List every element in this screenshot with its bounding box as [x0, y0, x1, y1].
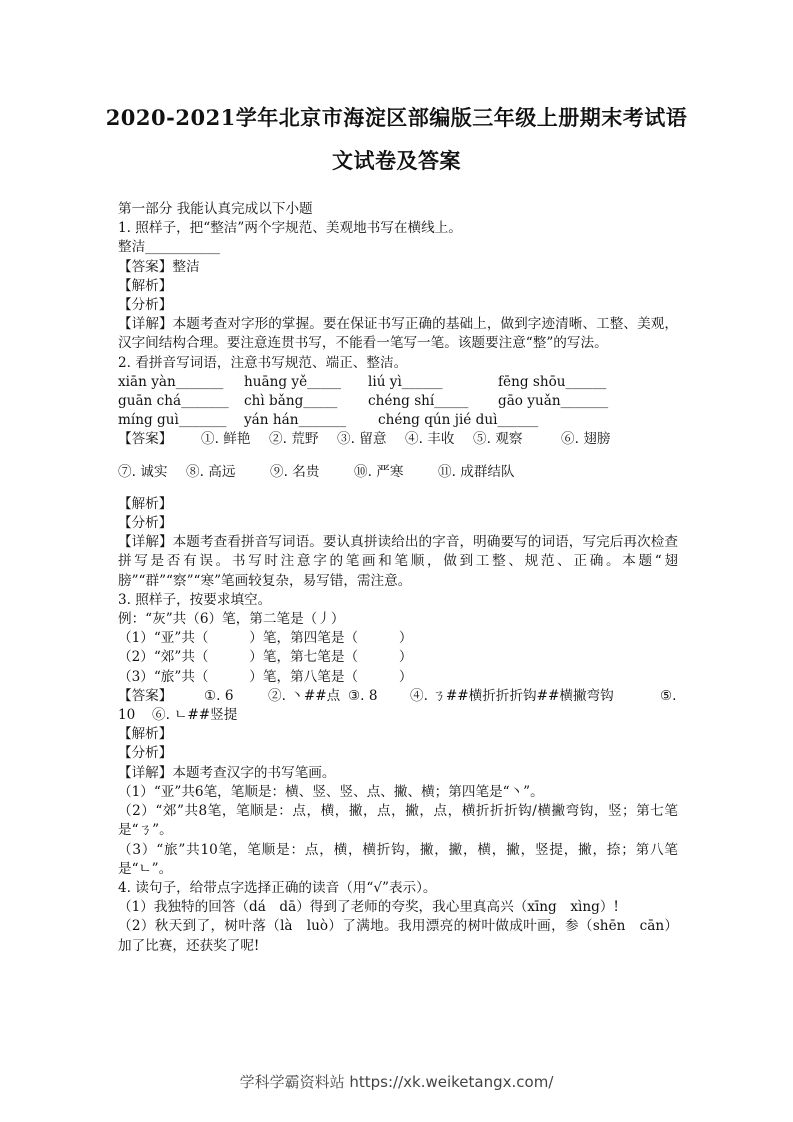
q3-answer-row	[118, 706, 678, 725]
doc-title-line1: 2020-2021学年北京市海淀区部编版三年级上册期末考试语	[105, 105, 688, 130]
pinyin-item: chéng qún jié duì______	[378, 412, 539, 429]
pinyin-item: chéng shí_____	[368, 393, 469, 410]
answer-item: ④. ㄋ##横折折折钩##横撇弯钩	[410, 687, 614, 704]
pinyin-item: xiān yàn_______	[118, 373, 224, 390]
answer-item: ①. 6	[204, 687, 234, 704]
q3-item: （2）“郊”共（ ）笔，第七笔是（ ）	[118, 649, 413, 666]
q3-detail-item: （3）“旅”共10笔，笔顺是：点，横，横折钩，撇，撇，横，撇，竖提，撇，捺；第八笔是“ㄴ”。	[118, 841, 678, 877]
pinyin-item: gāo yuǎn_______	[498, 393, 609, 410]
answer-item: ⑪. 成群结队	[438, 463, 515, 480]
q3-item: （1）“亚”共（ ）笔，第四笔是（ ）	[118, 630, 413, 647]
pinyin-item: guān chá_______	[118, 393, 229, 410]
answer-item: ⑤.	[660, 687, 677, 704]
q2-answer-row	[118, 463, 678, 482]
answer-item: ⑧. 高远	[186, 463, 236, 480]
answer-item: ④. 丰收	[405, 431, 455, 448]
q3-jiexi: 【解析】	[118, 726, 173, 743]
answer-item: ⑨. 名贵	[270, 463, 320, 480]
answer-item: ②. 丶##点	[268, 687, 341, 704]
q2-pinyin-row	[118, 392, 678, 411]
pinyin-item: huāng yě_____	[244, 373, 342, 390]
q1-blank: 整洁___________	[118, 239, 220, 256]
answer-item: ③. 8	[348, 687, 378, 704]
q2-jiexi: 【解析】	[118, 495, 173, 512]
q2-fenxi: 【分析】	[118, 515, 173, 532]
answer-item: ⑦. 诚实	[118, 463, 168, 480]
q3-detail-item: （2）“郊”共8笔，笔顺是：点，横，撇，点，撇，点，横折折折钩/横撇弯钩，竖；第七笔是“ㄋ”。	[118, 803, 678, 839]
answer-label: 【答案】	[118, 687, 173, 704]
answer-item: ⑩. 严寒	[354, 463, 404, 480]
pinyin-item: liú yì______	[368, 373, 443, 390]
pinyin-item: míng guì_______	[118, 412, 227, 429]
q2-pinyin-row	[118, 373, 678, 392]
q3-detail-item: （1）“亚”共6笔，笔顺是：横、竖、竖、点、撇、横；第四笔是“丶”。	[118, 783, 544, 800]
answer-label: 【答案】	[118, 431, 173, 448]
answer-item: ②. 荒野	[269, 431, 319, 448]
q1-detail: 【详解】本题考查对字形的掌握。要在保证书写正确的基础上，做到字迹清晰、工整、美观，汉字间结构合理。要注意连贯书写，不能看一笔写一笔。该题要注意“整”的写法。	[118, 316, 678, 352]
answer-item: ⑤. 观察	[473, 431, 523, 448]
q1-question: 1. 照样子，把“整洁”两个字规范、美观地书写在横线上。	[118, 220, 462, 237]
q3-item: （3）“旅”共（ ）笔，第八笔是（ ）	[118, 668, 413, 685]
pinyin-item: fēng shōu______	[498, 373, 607, 390]
q3-question: 3. 照样子，按要求填空。	[118, 591, 272, 608]
answer-item: ⑥. 翅膀	[561, 431, 611, 448]
q3-detail-intro: 【详解】本题考查汉字的书写笔画。	[118, 764, 336, 781]
answer-item: ⑥. ㄴ##竖提	[152, 707, 238, 724]
q1-jiexi: 【解析】	[118, 277, 173, 294]
q3-answer-row	[118, 687, 678, 706]
footer-watermark: 学科学霸资料站 https://xk.weiketangx.com/	[239, 1073, 554, 1091]
answer-item: ①. 鲜艳	[201, 431, 251, 448]
answer-item: 10	[118, 707, 136, 724]
answer-item: ③. 留意	[337, 431, 387, 448]
q1-answer: 【答案】整洁	[118, 258, 200, 275]
pinyin-item: chì bǎng_____	[244, 393, 338, 410]
q3-fenxi: 【分析】	[118, 745, 173, 762]
q2-pinyin-row	[118, 411, 678, 430]
q2-question: 2. 看拼音写词语，注意书写规范、端正、整洁。	[118, 354, 408, 371]
q4-question: 4. 读句子，给带点字选择正确的读音（用“√”表示）。	[118, 879, 437, 896]
q2-answer-row	[118, 430, 678, 449]
q1-fenxi: 【分析】	[118, 297, 173, 314]
q2-detail: 【详解】本题考查看拼音写词语。要认真拼读给出的字音，明确要写的词语，写完后再次检查拼写是否有误。书写时注意字的笔画和笔顺，做到工整、规范、正确。本题“翅膀”“群”“察”“寒”笔画较复杂，易写错，需注意。	[118, 534, 678, 589]
pinyin-item: yán hán_______	[244, 412, 347, 429]
q4-sentence: （2）秋天到了，树叶落（là luò）了满地。我用漂亮的树叶做成叶画，参（shēn cān）加了比赛，还获奖了呢!	[118, 918, 678, 954]
document-body	[118, 200, 678, 956]
section-heading: 第一部分 我能认真完成以下小题	[118, 201, 313, 217]
q4-sentence: （1）我独特的回答（dá dā）得到了老师的夸奖，我心里真高兴（xīng xìng）!	[118, 899, 619, 916]
q3-example: 例：“灰”共（6）笔，第二笔是（丿）	[118, 611, 345, 628]
doc-title-line2: 文试卷及答案	[332, 148, 461, 173]
